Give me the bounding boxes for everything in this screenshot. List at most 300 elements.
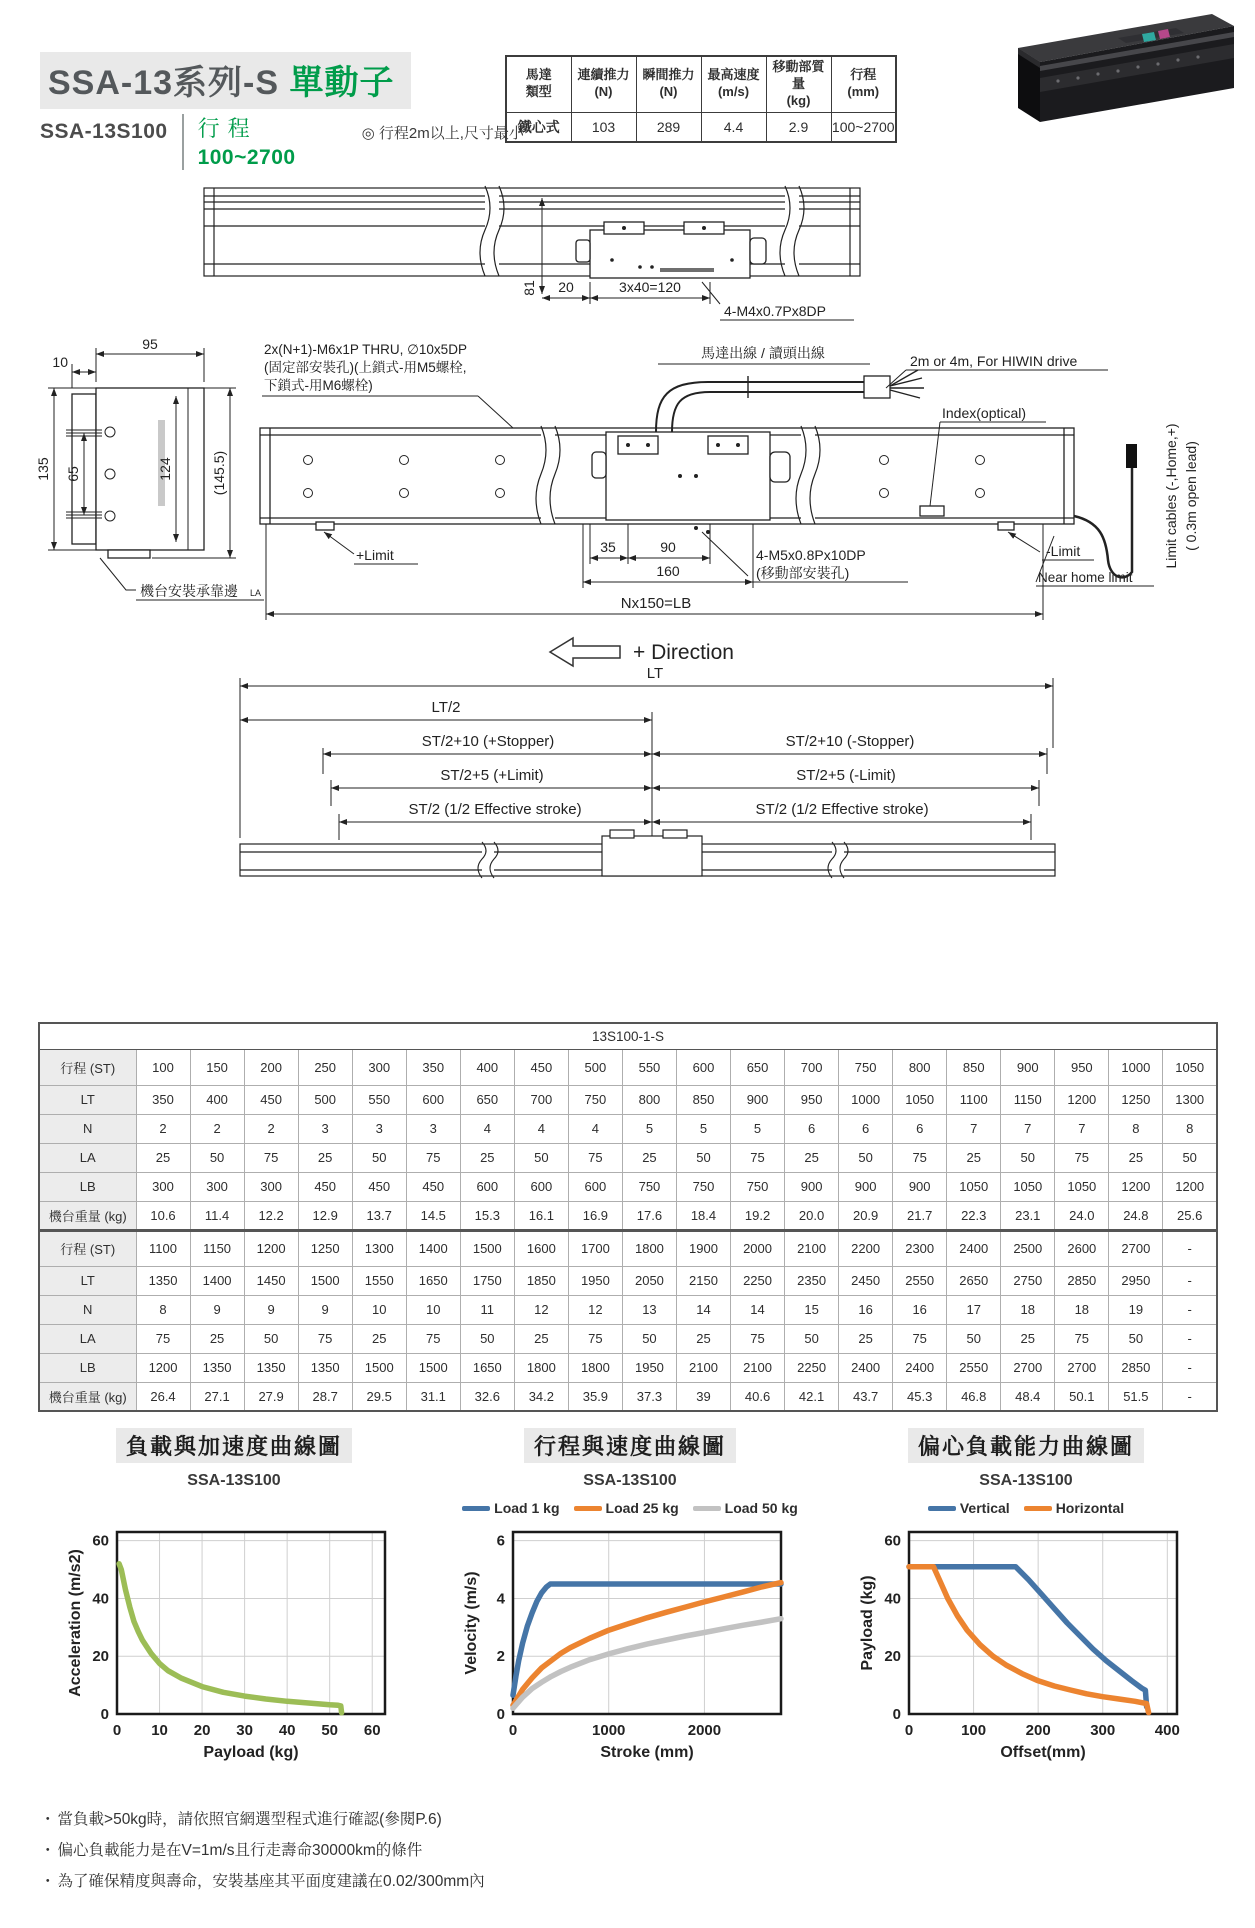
table-cell: 25 (460, 1143, 514, 1172)
table-cell: 1650 (406, 1266, 460, 1295)
table-cell: 2150 (676, 1266, 730, 1295)
table-cell: 1900 (676, 1230, 730, 1266)
table-cell: 16 (893, 1295, 947, 1324)
table-cell: 900 (785, 1172, 839, 1201)
svg-text:Offset(mm): Offset(mm) (1000, 1744, 1086, 1761)
chart-stroke-velocity (441, 1428, 819, 1767)
chart-plot (441, 1522, 819, 1767)
table-cell: 45.3 (893, 1382, 947, 1411)
table-cell: 75 (406, 1143, 460, 1172)
table-cell: 7 (1001, 1114, 1055, 1143)
table-cell: 50 (1163, 1143, 1217, 1172)
table-cell: 19.2 (731, 1201, 785, 1230)
svg-text:6: 6 (496, 1532, 505, 1550)
table-cell: 500 (568, 1049, 622, 1085)
table-cell: - (1163, 1353, 1217, 1382)
table-cell: 950 (785, 1085, 839, 1114)
table-cell: 11 (460, 1295, 514, 1324)
index-label: Index(optical) (942, 405, 1027, 421)
table-cell: 2350 (785, 1266, 839, 1295)
spec-value: 2.9 (766, 112, 831, 142)
spec-col-header: 最高速度 (m/s) (701, 56, 766, 112)
la-label: LA (250, 588, 262, 598)
table-cell: 5 (731, 1114, 785, 1143)
svg-text:40: 40 (92, 1590, 109, 1608)
row-label: 行程 (ST) (39, 1049, 136, 1085)
svg-text:1000: 1000 (592, 1722, 626, 1739)
spec-col-header: 連續推力 (N) (571, 56, 636, 112)
stopper-minus-label: ST/2+10 (-Stopper) (785, 733, 915, 750)
spec-value: 4.4 (701, 112, 766, 142)
table-cell: 35.9 (568, 1382, 622, 1411)
table-cell: 1150 (1001, 1085, 1055, 1114)
table-cell: 600 (676, 1049, 730, 1085)
direction-arrow-icon (550, 638, 620, 666)
table-cell: 2700 (1055, 1353, 1109, 1382)
dim-124: 124 (157, 457, 173, 481)
table-cell: 50 (460, 1324, 514, 1353)
spec-value: 鐵心式 (506, 112, 571, 142)
table-cell: 50 (1001, 1143, 1055, 1172)
table-cell: 450 (352, 1172, 406, 1201)
table-cell: 6 (839, 1114, 893, 1143)
spec-col-header: 行程 (mm) (831, 56, 896, 112)
svg-text:30: 30 (236, 1722, 253, 1739)
stroke-range: 100~2700 (197, 146, 296, 169)
chart-legend (441, 1496, 819, 1520)
table-cell: 2200 (839, 1230, 893, 1266)
table-cell: 50 (244, 1324, 298, 1353)
dim-90: 90 (660, 539, 676, 555)
minus-limit-label: -Limit (1046, 543, 1081, 559)
table-cell: 2 (244, 1114, 298, 1143)
table-cell: 14.5 (406, 1201, 460, 1230)
moving-hole-note: 4-M5x0.8Px10DP (756, 547, 866, 563)
table-cell: 4 (568, 1114, 622, 1143)
table-cell: - (1163, 1295, 1217, 1324)
legend-item: Load 50 kg (693, 1500, 798, 1516)
table-cell: 750 (839, 1049, 893, 1085)
table-cell: 200 (244, 1049, 298, 1085)
table-cell: 600 (514, 1172, 568, 1201)
table-cell: 300 (352, 1049, 406, 1085)
svg-text:0: 0 (892, 1706, 901, 1723)
table-cell: 1300 (352, 1230, 406, 1266)
table-cell: 2000 (731, 1230, 785, 1266)
table-cell: 32.6 (460, 1382, 514, 1411)
table-cell: 15.3 (460, 1201, 514, 1230)
table-cell: 800 (622, 1085, 676, 1114)
table-cell: 1800 (622, 1230, 676, 1266)
divider (182, 114, 184, 170)
stroke-diagram (195, 628, 1255, 882)
table-cell: 1250 (1109, 1085, 1163, 1114)
table-cell: 500 (298, 1085, 352, 1114)
table-cell: 15 (785, 1295, 839, 1324)
table-cell: 1200 (136, 1353, 190, 1382)
series-title: SSA-13系列-S (48, 64, 280, 102)
fixing-hole-note: 2x(N+1)-M6x1P THRU, ∅10x5DP (264, 342, 467, 357)
chart-canvas (67, 1522, 401, 1762)
table-cell: 50 (947, 1324, 1001, 1353)
table-cell: 1100 (947, 1085, 1001, 1114)
table-cell: 1400 (406, 1230, 460, 1266)
spec-col-header: 瞬間推力 (N) (636, 56, 701, 112)
page-title (40, 52, 411, 109)
svg-text:40: 40 (884, 1590, 901, 1608)
table-cell: 11.4 (190, 1201, 244, 1230)
table-cell: 25 (785, 1143, 839, 1172)
table-cell: 700 (785, 1049, 839, 1085)
table-cell: 16.1 (514, 1201, 568, 1230)
svg-text:Velocity (m/s): Velocity (m/s) (463, 1571, 480, 1675)
table-cell: 550 (622, 1049, 676, 1085)
svg-text:(固定部安裝孔)(上鎖式-用M5螺栓,: (固定部安裝孔)(上鎖式-用M5螺栓, (264, 360, 467, 375)
table-cell: 900 (893, 1172, 947, 1201)
table-cell: 2300 (893, 1230, 947, 1266)
table-cell: 1800 (568, 1353, 622, 1382)
table-cell: 25 (514, 1324, 568, 1353)
table-cell: 100 (136, 1049, 190, 1085)
table-cell: 75 (1055, 1143, 1109, 1172)
table-cell: 18 (1055, 1295, 1109, 1324)
dim-95: 95 (142, 336, 158, 352)
table-cell: 50 (514, 1143, 568, 1172)
table-cell: 850 (947, 1049, 1001, 1085)
svg-text:100: 100 (961, 1722, 987, 1739)
row-label: 機台重量 (kg) (39, 1201, 136, 1230)
svg-text:Payload (kg): Payload (kg) (203, 1744, 299, 1761)
table-cell: 1750 (460, 1266, 514, 1295)
stroke-plus-label: ST/2 (1/2 Effective stroke) (408, 801, 582, 818)
svg-text:2: 2 (496, 1648, 505, 1666)
lt2-label: LT/2 (431, 699, 461, 716)
chart-plot (837, 1522, 1215, 1767)
table-title-row (39, 1023, 1217, 1049)
table-cell: 48.4 (1001, 1382, 1055, 1411)
table-cell: 4 (514, 1114, 568, 1143)
table-cell: 2550 (893, 1266, 947, 1295)
svg-text:20: 20 (193, 1722, 211, 1739)
table-cell: 1000 (1109, 1049, 1163, 1085)
table-cell: 400 (460, 1049, 514, 1085)
chart-title: 偏心負載能力曲線圖 (908, 1428, 1144, 1463)
table-cell: 1100 (136, 1230, 190, 1266)
table-cell: 16.9 (568, 1201, 622, 1230)
table-cell: 2100 (731, 1353, 785, 1382)
table-cell: 350 (136, 1085, 190, 1114)
table-cell: 25 (352, 1324, 406, 1353)
table-cell: 850 (676, 1085, 730, 1114)
svg-text:400: 400 (1154, 1722, 1180, 1739)
table-cell: 3 (298, 1114, 352, 1143)
svg-text:300: 300 (1090, 1722, 1116, 1739)
table-cell: 5 (622, 1114, 676, 1143)
svg-text:60: 60 (363, 1722, 381, 1739)
spec-header-row (506, 56, 896, 112)
table-cell: 350 (406, 1049, 460, 1085)
table-cell: 50 (676, 1143, 730, 1172)
table-cell: 50 (839, 1143, 893, 1172)
plan-view-drawing (8, 336, 1248, 628)
table-cell: 1550 (352, 1266, 406, 1295)
table-cell: 75 (731, 1143, 785, 1172)
table-cell: 21.7 (893, 1201, 947, 1230)
spec-summary-table (505, 55, 897, 143)
table-cell: 75 (568, 1143, 622, 1172)
table-cell: 400 (190, 1085, 244, 1114)
spec-col-header: 移動部質量 (kg) (766, 56, 831, 112)
row-label: N (39, 1114, 136, 1143)
screw-callout: 4-M4x0.7Px8DP (724, 303, 826, 319)
limit-minus-label: ST/2+5 (-Limit) (796, 767, 896, 784)
table-cell: 1950 (568, 1266, 622, 1295)
footnote: ・ 偏心負載能力是在V=1m/s且行走壽命30000km的條件 (40, 1835, 485, 1866)
table-cell: 2 (136, 1114, 190, 1143)
legend-item: Load 1 kg (462, 1500, 559, 1516)
svg-text:200: 200 (1025, 1722, 1051, 1739)
svg-text:40: 40 (278, 1722, 296, 1739)
dim-35: 35 (600, 539, 616, 555)
table-cell: 24.8 (1109, 1201, 1163, 1230)
row-label: LA (39, 1324, 136, 1353)
table-cell: 9 (298, 1295, 352, 1324)
table-cell: 75 (568, 1324, 622, 1353)
table-cell: 12.2 (244, 1201, 298, 1230)
table-cell: 1350 (298, 1353, 352, 1382)
svg-text:Payload (kg): Payload (kg) (859, 1575, 876, 1671)
table-row (39, 1049, 1217, 1085)
table-cell: 2850 (1055, 1266, 1109, 1295)
chart-subtitle: SSA-13S100 (979, 1472, 1073, 1489)
table-cell: 2 (190, 1114, 244, 1143)
table-cell: 31.1 (406, 1382, 460, 1411)
table-cell: 900 (731, 1085, 785, 1114)
row-label: LT (39, 1266, 136, 1295)
stroke-range-block (198, 112, 296, 170)
table-cell: 8 (1163, 1114, 1217, 1143)
svg-text:0: 0 (100, 1706, 109, 1723)
table-cell: 3 (352, 1114, 406, 1143)
table-cell: 17.6 (622, 1201, 676, 1230)
table-cell: 20.0 (785, 1201, 839, 1230)
stopper-plus-label: ST/2+10 (+Stopper) (421, 733, 555, 750)
svg-text:(移動部安裝孔): (移動部安裝孔) (756, 565, 850, 581)
spec-value: 289 (636, 112, 701, 142)
table-cell: 7 (947, 1114, 1001, 1143)
table-cell: 23.1 (1001, 1201, 1055, 1230)
legend-item: Horizontal (1024, 1500, 1124, 1516)
svg-text:0: 0 (112, 1722, 122, 1739)
table-cell: 12.9 (298, 1201, 352, 1230)
table-cell: 25 (676, 1324, 730, 1353)
table-cell: 1450 (244, 1266, 298, 1295)
table-cell: 51.5 (1109, 1382, 1163, 1411)
table-cell: 25 (190, 1324, 244, 1353)
chart-subtitle: SSA-13S100 (187, 1472, 281, 1489)
dim-3x40: 3x40=120 (619, 279, 681, 295)
table-cell: 50.1 (1055, 1382, 1109, 1411)
dim-10: 10 (52, 354, 68, 370)
table-cell: 22.3 (947, 1201, 1001, 1230)
svg-text:4: 4 (496, 1590, 505, 1608)
table-cell: 46.8 (947, 1382, 1001, 1411)
table-cell: 1050 (1055, 1172, 1109, 1201)
table-cell: 1350 (244, 1353, 298, 1382)
table-cell: 1000 (839, 1085, 893, 1114)
table-cell: 1050 (947, 1172, 1001, 1201)
row-label: LB (39, 1353, 136, 1382)
table-cell: 10 (406, 1295, 460, 1324)
table-cell: 50 (352, 1143, 406, 1172)
table-row (39, 1295, 1217, 1324)
table-cell: 2100 (785, 1230, 839, 1266)
table-row (39, 1172, 1217, 1201)
table-cell: 27.1 (190, 1382, 244, 1411)
svg-text:下鎖式-用M6螺栓): 下鎖式-用M6螺栓) (264, 378, 373, 393)
table-row (39, 1382, 1217, 1411)
svg-text:( 0.3m open lead): ( 0.3m open lead) (1183, 441, 1199, 551)
table-cell: 450 (244, 1085, 298, 1114)
row-label: LT (39, 1085, 136, 1114)
stroke-label: 行程 (197, 116, 258, 141)
table-cell: - (1163, 1230, 1217, 1266)
table-cell: 2400 (839, 1353, 893, 1382)
chart-offset-payload (837, 1428, 1215, 1767)
table-cell: 1350 (136, 1266, 190, 1295)
table-cell: 750 (676, 1172, 730, 1201)
nx150-label: Nx150=LB (620, 595, 692, 612)
table-row (39, 1353, 1217, 1382)
datum-label: 機台安裝承靠邊 (140, 583, 238, 599)
table-cell: 300 (136, 1172, 190, 1201)
table-cell: 450 (298, 1172, 352, 1201)
table-cell: 1300 (1163, 1085, 1217, 1114)
table-cell: 75 (1055, 1324, 1109, 1353)
table-cell: 300 (190, 1172, 244, 1201)
table-cell: 650 (460, 1085, 514, 1114)
table-cell: 25 (622, 1143, 676, 1172)
table-cell: 25 (136, 1143, 190, 1172)
table-cell: 42.1 (785, 1382, 839, 1411)
table-cell: 1050 (893, 1085, 947, 1114)
table-cell: 40.6 (731, 1382, 785, 1411)
table-row (39, 1266, 1217, 1295)
dim-160: 160 (656, 563, 680, 579)
table-cell: 800 (893, 1049, 947, 1085)
table-cell: 6 (785, 1114, 839, 1143)
table-cell: 75 (244, 1143, 298, 1172)
table-cell: 3 (406, 1114, 460, 1143)
chart-title: 行程與速度曲線圖 (524, 1428, 736, 1463)
table-cell: 16 (839, 1295, 893, 1324)
table-cell: 75 (298, 1324, 352, 1353)
legend-swatch (574, 1506, 602, 1511)
spec-value-row (506, 112, 896, 142)
footnote: ・ 為了確保精度與壽命，安裝基座其平面度建議在0.02/300mm內 (40, 1866, 485, 1897)
table-cell: 28.7 (298, 1382, 352, 1411)
table-cell: 2450 (839, 1266, 893, 1295)
footnotes (40, 1804, 485, 1897)
direction-label: + Direction (633, 641, 734, 664)
drive-cable-label: 2m or 4m, For HIWIN drive (910, 353, 1078, 369)
chart-load-acceleration (45, 1428, 423, 1767)
row-label: N (39, 1295, 136, 1324)
model-name: SSA-13S100 (40, 120, 168, 143)
table-cell: 1050 (1163, 1049, 1217, 1085)
near-home-label: Near home limit (1038, 570, 1133, 585)
table-cell: 25 (839, 1324, 893, 1353)
svg-text:Acceleration (m/s2): Acceleration (m/s2) (67, 1549, 84, 1697)
table-cell: 1200 (244, 1230, 298, 1266)
table-cell: 1050 (1001, 1172, 1055, 1201)
table-cell: 600 (460, 1172, 514, 1201)
table-cell: 18.4 (676, 1201, 730, 1230)
table-cell: 2550 (947, 1353, 1001, 1382)
dim-81: 81 (521, 280, 537, 296)
table-cell: 1250 (298, 1230, 352, 1266)
table-cell: 1700 (568, 1230, 622, 1266)
table-cell: 7 (1055, 1114, 1109, 1143)
table-cell: 1800 (514, 1353, 568, 1382)
table-cell: 1950 (622, 1353, 676, 1382)
table-cell: 75 (136, 1324, 190, 1353)
table-cell: 150 (190, 1049, 244, 1085)
series-subtitle: 單動子 (289, 64, 395, 102)
plus-limit-label: +Limit (356, 547, 394, 563)
table-cell: 1850 (514, 1266, 568, 1295)
table-cell: 12 (568, 1295, 622, 1324)
legend-swatch (928, 1506, 956, 1511)
table-cell: 27.9 (244, 1382, 298, 1411)
chart-subtitle: SSA-13S100 (583, 1472, 677, 1489)
table-cell: 14 (731, 1295, 785, 1324)
header-note: ◎ 行程2m以上,尺寸最小 (361, 125, 524, 142)
table-cell: 1400 (190, 1266, 244, 1295)
table-cell: 1500 (406, 1353, 460, 1382)
table-cell: 1500 (460, 1230, 514, 1266)
svg-text:60: 60 (92, 1532, 109, 1550)
chart-legend (837, 1496, 1215, 1520)
dim-20: 20 (558, 279, 574, 295)
legend-swatch (1024, 1506, 1052, 1511)
dim-145-5: (145.5) (211, 450, 227, 496)
table-row (39, 1143, 1217, 1172)
table-row (39, 1230, 1217, 1266)
table-row (39, 1114, 1217, 1143)
table-cell: 2600 (1055, 1230, 1109, 1266)
sub-header (40, 112, 524, 170)
table-cell: 2700 (1001, 1353, 1055, 1382)
table-cell: - (1163, 1266, 1217, 1295)
table-cell: 39 (676, 1382, 730, 1411)
cable-label: 馬達出線 / 讀頭出線 (701, 345, 825, 361)
svg-text:0: 0 (508, 1722, 518, 1739)
svg-text:0: 0 (496, 1706, 505, 1723)
chart-title: 負載與加速度曲線圖 (116, 1428, 352, 1463)
table-cell: 37.3 (622, 1382, 676, 1411)
legend-item: Load 25 kg (574, 1500, 679, 1516)
table-cell: 2700 (1109, 1230, 1163, 1266)
table-cell: 75 (893, 1143, 947, 1172)
table-cell: 75 (893, 1324, 947, 1353)
table-cell: - (1163, 1324, 1217, 1353)
table-cell: 300 (244, 1172, 298, 1201)
table-row (39, 1201, 1217, 1230)
table-cell: 650 (731, 1049, 785, 1085)
table-cell: 600 (406, 1085, 460, 1114)
table-cell: 2250 (785, 1353, 839, 1382)
